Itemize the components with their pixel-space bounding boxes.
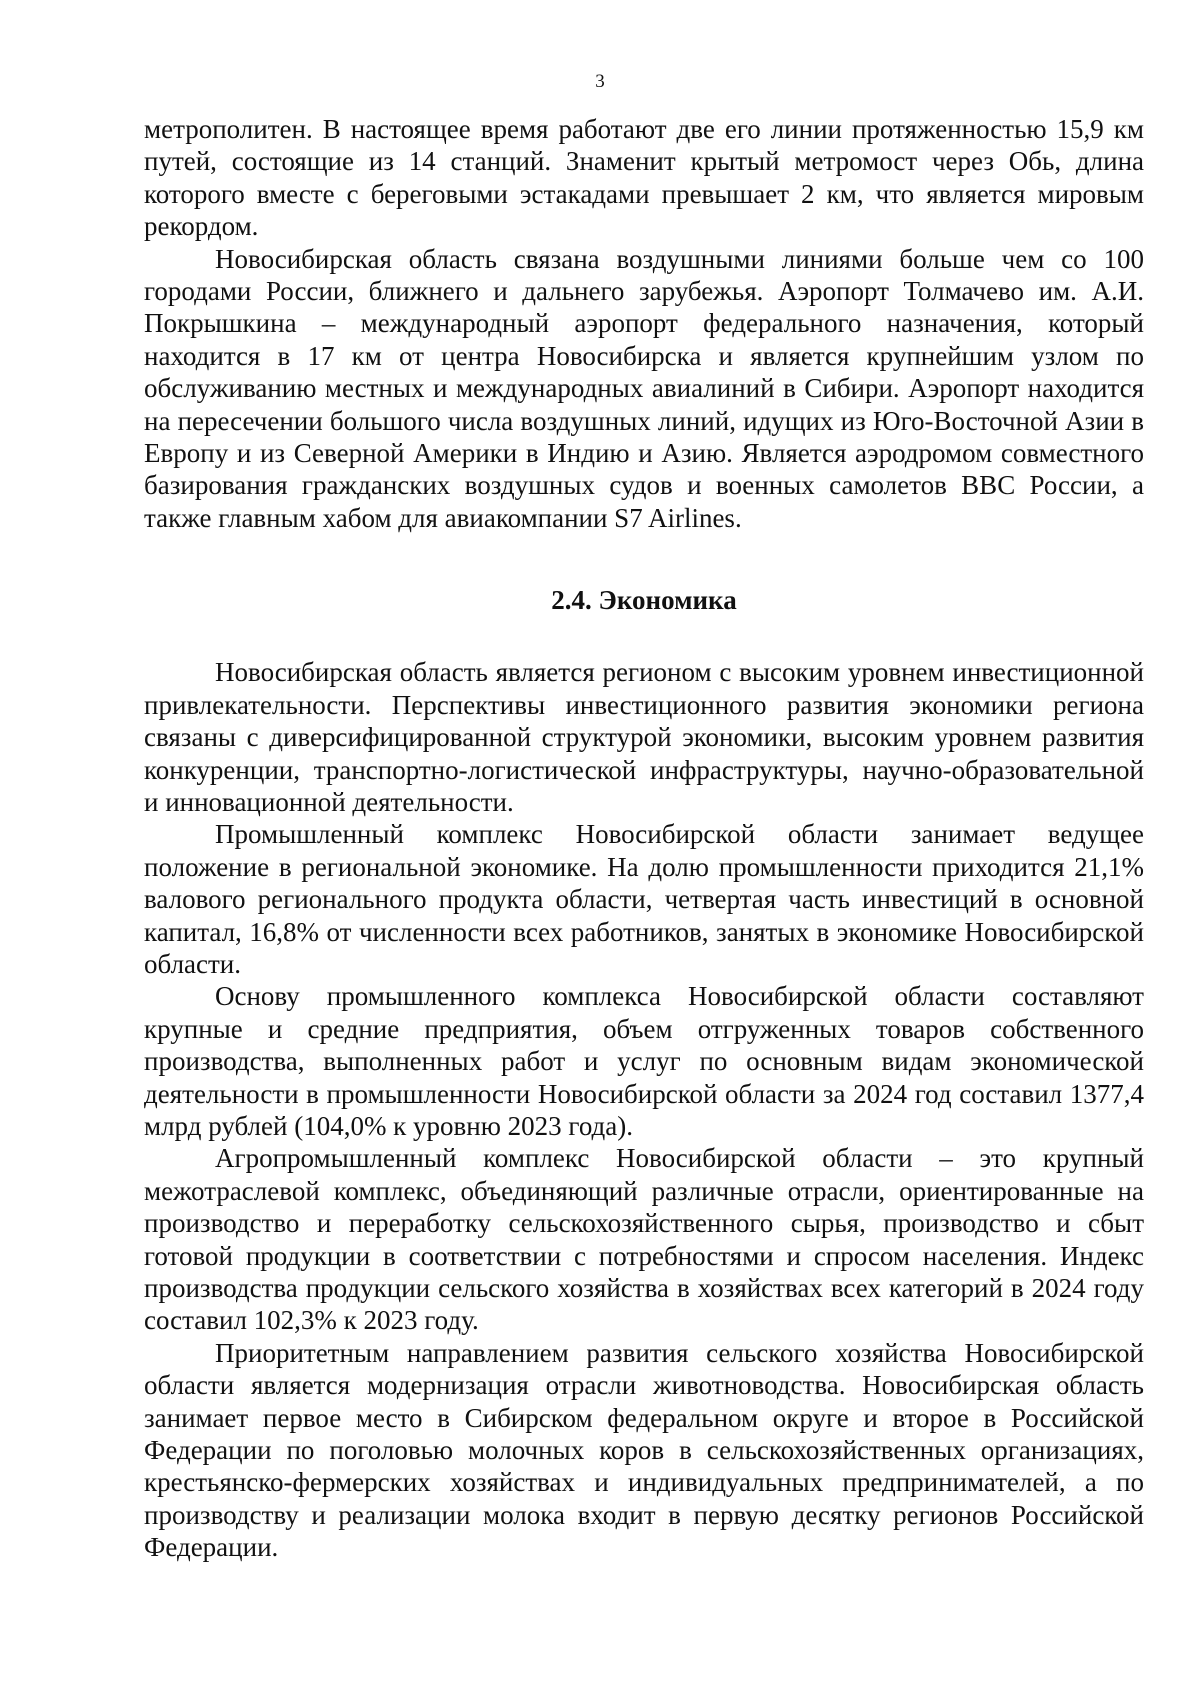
document-body (144, 113, 1144, 1564)
paragraph-industry: Промышленный комплекс Новосибирской области занимает ведущее положение в региональной экономике. На долю промышленности приходится 21,1% валового регионального продукта области, четвертая часть инвестиций в основной капитал, 16,8% от численности всех работников, занятых в экономике Новосибирской области. (144, 819, 1144, 979)
page-number: 3 (595, 71, 605, 92)
paragraph-metro: метрополитен. В настоящее время работают две его линии протяженностью 15,9 км путей, состоящие из 14 станций. Знаменит крытый метромост через Обь, длина которого вместе с береговыми эстакадами превышает 2 км, что является мировым рекордом. (144, 114, 1144, 242)
paragraph-airport: Новосибирская область связана воздушными линиями больше чем со 100 городами России, ближнего и дальнего зарубежья. Аэропорт Толмачево им. А.И. Покрышкина – международный аэропорт федерального назначения, который находится в 17 км от центра Новосибирска и является крупнейшим узлом по обслуживанию местных и международных авиалиний в Сибири. Аэропорт находится на пересечении большого числа воздушных линий, идущих из Юго-Восточной Азии в Европу и из Северной Америки в Индию и Азию. Является аэродромом совместного базирования гражданских воздушных судов и военных самолетов ВВС России, а также главным хабом для авиакомпании S7 Airlines. (144, 243, 1144, 533)
paragraph-investment: Новосибирская область является регионом с высоким уровнем инвестиционной привлекательности. Перспективы инвестиционного развития экономики региона связаны с диверсифицированной структурой экономики, высоким уровнем развития конкуренции, транспортно-логистической инфраструктуры, научно-образовательной и инновационной деятельности. (144, 657, 1144, 817)
paragraph-agro-complex: Агропромышленный комплекс Новосибирской области – это крупный межотраслевой комплекс, объединяющий различные отрасли, ориентированные на производство и переработку сельскохозяйственного сырья, производство и сбыт готовой продукции в соответствии с потребностями и спросом населения. Индекс производства продукции сельского хозяйства в хозяйствах всех категорий в 2024 году составил 102,3% к 2023 году. (144, 1143, 1144, 1336)
paragraph-livestock: Приоритетным направлением развития сельского хозяйства Новосибирской области является модернизация отрасли животноводства. Новосибирская область занимает первое место в Сибирском федеральном округе и второе в Российской Федерации по поголовью молочных коров в сельскохозяйственных организациях, крестьянско-фермерских хозяйствах и индивидуальных предпринимателей, а по производству и реализации молока входит в первую десятку регионов Российской Федерации. (144, 1337, 1144, 1563)
paragraph-industry-output: Основу промышленного комплекса Новосибирской области составляют крупные и средние предприятия, объем отгруженных товаров собственного производства, выполненных работ и услуг по основным видам экономической деятельности в промышленности Новосибирской области за 2024 год составил 1377,4 млрд рублей (104,0% к уровню 2023 года). (144, 981, 1144, 1141)
section-heading: 2.4. Экономика (551, 585, 737, 616)
